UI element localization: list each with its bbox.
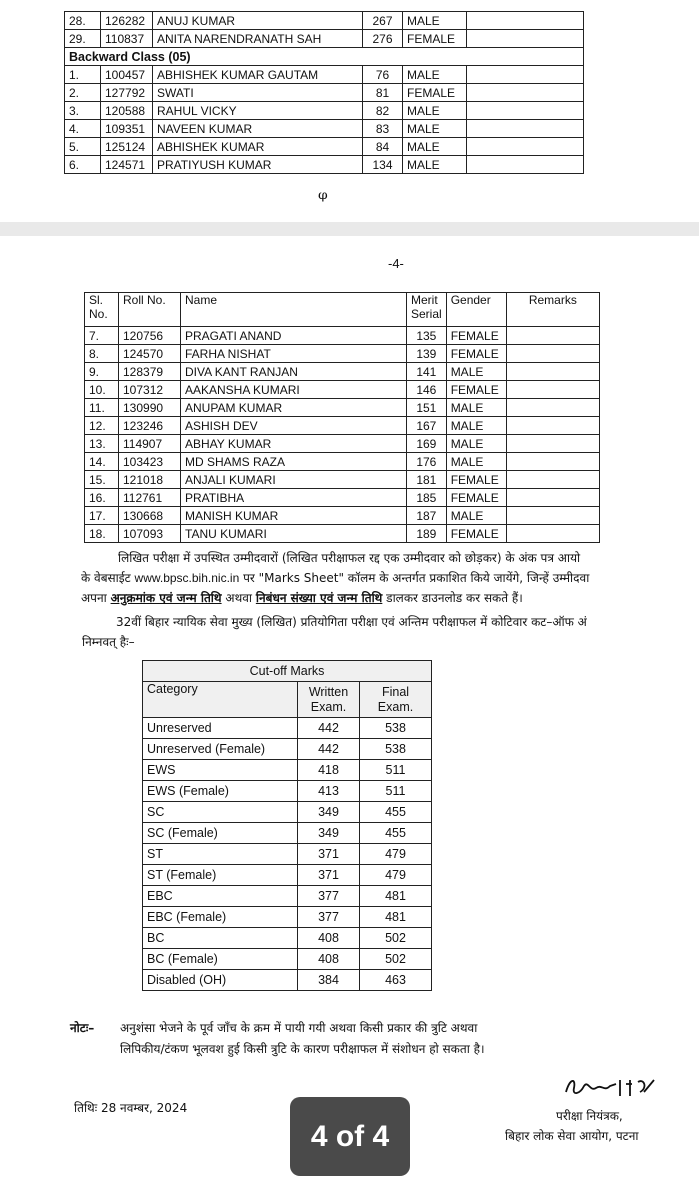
cell-merit: 181: [407, 471, 447, 489]
cell-merit: 267: [363, 12, 403, 30]
cell-name: SWATI: [153, 84, 363, 102]
cell-name: FARHA NISHAT: [181, 345, 407, 363]
cell-name: ANUPAM KUMAR: [181, 399, 407, 417]
cutoff-row: [143, 844, 432, 865]
cutoff-category: SC: [143, 802, 298, 823]
cell-remarks: [506, 471, 599, 489]
header-name: Name: [181, 293, 407, 327]
cutoff-written: 371: [298, 844, 360, 865]
cutoff-final: 502: [360, 928, 432, 949]
cutoff-col-category: Category: [143, 682, 298, 718]
table-row: [85, 345, 600, 363]
cell-roll: 114907: [119, 435, 181, 453]
website-link[interactable]: www.bpsc.bih.nic.in: [134, 571, 240, 585]
table-row: [65, 30, 584, 48]
cell-roll: 120588: [101, 102, 153, 120]
cell-name: AAKANSHA KUMARI: [181, 381, 407, 399]
cutoff-row: [143, 949, 432, 970]
section-title: Backward Class (05): [65, 48, 584, 66]
para1-line1: लिखित परीक्षा में उपस्थित उम्मीदवारों (लिखित परीक्षाफल रद्द एक उम्मीदवार को छोड़कर) के अंक पत्र आयो: [118, 551, 581, 565]
note-text-2: लिपिकीय/टंकण भूलवश हुई किसी त्रुटि के कारण परीक्षाफल में संशोधन हो सकता है।: [120, 1042, 485, 1056]
para1-line2-a: के वेबसाईट: [81, 571, 135, 585]
cell-name: PRATIBHA: [181, 489, 407, 507]
cutoff-written: 371: [298, 865, 360, 886]
para1-line3-a: अपना: [81, 591, 111, 605]
cell-remarks: [467, 138, 584, 156]
cutoff-final: 481: [360, 907, 432, 928]
table-row: [65, 120, 584, 138]
table-row: [85, 489, 600, 507]
cell-merit: 276: [363, 30, 403, 48]
table-row: [65, 102, 584, 120]
cell-remarks: [506, 399, 599, 417]
cutoff-paragraph: [82, 612, 699, 652]
cell-remarks: [467, 102, 584, 120]
cell-merit: 151: [407, 399, 447, 417]
cell-roll: 109351: [101, 120, 153, 138]
cutoff-row: [143, 781, 432, 802]
cell-merit: 169: [407, 435, 447, 453]
cutoff-table: [142, 660, 432, 991]
cell-gender: MALE: [403, 138, 467, 156]
cell-gender: FEMALE: [446, 381, 506, 399]
cell-sl: 10.: [85, 381, 119, 399]
cutoff-written: 377: [298, 907, 360, 928]
note-line1: [70, 1018, 699, 1039]
cell-name: RAHUL VICKY: [153, 102, 363, 120]
cell-gender: MALE: [446, 363, 506, 381]
cutoff-row: [143, 718, 432, 739]
note-label: नोटः–: [70, 1021, 95, 1035]
cell-merit: 139: [407, 345, 447, 363]
cell-name: TANU KUMARI: [181, 525, 407, 543]
table-row: [85, 327, 600, 345]
cutoff-written: 408: [298, 928, 360, 949]
cell-name: ANJALI KUMARI: [181, 471, 407, 489]
cell-merit: 185: [407, 489, 447, 507]
cell-roll: 124570: [119, 345, 181, 363]
cell-merit: 167: [407, 417, 447, 435]
cell-roll: 100457: [101, 66, 153, 84]
para1-line2-b: पर "Marks Sheet" कॉलम के अन्तर्गत प्रकाशित किये जायेंगे, जिन्हें उम्मीदवा: [239, 571, 590, 585]
cutoff-final: 502: [360, 949, 432, 970]
cutoff-category: EBC (Female): [143, 907, 298, 928]
cutoff-category: ST: [143, 844, 298, 865]
cutoff-final: 455: [360, 823, 432, 844]
cutoff-category: EWS (Female): [143, 781, 298, 802]
cutoff-written: 442: [298, 718, 360, 739]
cutoff-col-final: Final Exam.: [360, 682, 432, 718]
cell-sl: 28.: [65, 12, 101, 30]
cell-remarks: [506, 507, 599, 525]
cell-gender: MALE: [446, 435, 506, 453]
cell-roll: 107093: [119, 525, 181, 543]
cutoff-row: [143, 865, 432, 886]
cell-name: MANISH KUMAR: [181, 507, 407, 525]
cell-roll: 126282: [101, 12, 153, 30]
table-row: [65, 66, 584, 84]
cell-sl: 13.: [85, 435, 119, 453]
cell-name: ASHISH DEV: [181, 417, 407, 435]
cell-gender: FEMALE: [446, 327, 506, 345]
cutoff-final: 481: [360, 886, 432, 907]
signature-designation: परीक्षा नियंत्रक,: [556, 1109, 623, 1123]
table-row: [65, 84, 584, 102]
note-text-1: अनुशंसा भेजने के पूर्व जाँच के क्रम में पायी गयी अथवा किसी प्रकार की त्रुटि अथवा: [120, 1021, 478, 1035]
table-row: [85, 453, 600, 471]
cutoff-col-written: Written Exam.: [298, 682, 360, 718]
cell-name: PRATIYUSH KUMAR: [153, 156, 363, 174]
header-remarks: Remarks: [506, 293, 599, 327]
cutoff-written: 408: [298, 949, 360, 970]
cutoff-written: 413: [298, 781, 360, 802]
cutoff-written: 418: [298, 760, 360, 781]
cell-name: PRAGATI ANAND: [181, 327, 407, 345]
cell-gender: FEMALE: [446, 471, 506, 489]
cell-merit: 146: [407, 381, 447, 399]
table-row: [85, 399, 600, 417]
cell-gender: MALE: [446, 417, 506, 435]
page-indicator-badge: [290, 1097, 410, 1176]
cell-name: ABHAY KUMAR: [181, 435, 407, 453]
cell-merit: 76: [363, 66, 403, 84]
cell-remarks: [467, 12, 584, 30]
page-number: -4-: [388, 256, 404, 271]
cell-gender: MALE: [446, 453, 506, 471]
cutoff-final: 538: [360, 718, 432, 739]
page-indicator-text: 4 of 4: [310, 1119, 390, 1153]
cell-gender: MALE: [403, 102, 467, 120]
cutoff-row: [143, 739, 432, 760]
cutoff-row: [143, 823, 432, 844]
cell-sl: 14.: [85, 453, 119, 471]
header-merit: Merit Serial: [407, 293, 447, 327]
cutoff-row: [143, 886, 432, 907]
cell-name: ABHISHEK KUMAR: [153, 138, 363, 156]
cell-gender: MALE: [446, 507, 506, 525]
cell-name: ANITA NARENDRANATH SAH: [153, 30, 363, 48]
cell-remarks: [506, 345, 599, 363]
cell-sl: 9.: [85, 363, 119, 381]
cell-roll: 123246: [119, 417, 181, 435]
cutoff-final: 538: [360, 739, 432, 760]
cutoff-final: 479: [360, 865, 432, 886]
top-page: [0, 0, 699, 223]
cutoff-row: [143, 907, 432, 928]
cell-sl: 1.: [65, 66, 101, 84]
cutoff-written: 377: [298, 886, 360, 907]
table-row: [85, 363, 600, 381]
cell-roll: 112761: [119, 489, 181, 507]
cell-remarks: [467, 30, 584, 48]
cutoff-category: Disabled (OH): [143, 970, 298, 991]
cutoff-final: 463: [360, 970, 432, 991]
cell-merit: 135: [407, 327, 447, 345]
cell-roll: 130668: [119, 507, 181, 525]
cell-gender: FEMALE: [446, 345, 506, 363]
table-row: [65, 12, 584, 30]
cell-sl: 15.: [85, 471, 119, 489]
cutoff-written: 384: [298, 970, 360, 991]
para2-line1: 32वीं बिहार न्यायिक सेवा मुख्य (लिखित) प्रतियोगिता परीक्षा एवं अन्तिम परीक्षाफल में कोटिवार कट–ऑफ अं: [116, 615, 587, 629]
cutoff-row: [143, 802, 432, 823]
note-block: [70, 1018, 699, 1060]
cell-gender: MALE: [403, 156, 467, 174]
cell-roll: 124571: [101, 156, 153, 174]
para2-line2: निम्नवत् हैः–: [82, 635, 135, 649]
cell-roll: 110837: [101, 30, 153, 48]
cell-sl: 4.: [65, 120, 101, 138]
cell-remarks: [506, 525, 599, 543]
para1-line2: [81, 568, 699, 588]
cell-gender: MALE: [403, 66, 467, 84]
cell-roll: 125124: [101, 138, 153, 156]
cell-remarks: [467, 66, 584, 84]
cell-merit: 141: [407, 363, 447, 381]
cutoff-category: BC (Female): [143, 949, 298, 970]
cell-merit: 134: [363, 156, 403, 174]
para1-line3-b: अथवा: [221, 591, 256, 605]
cell-remarks: [506, 489, 599, 507]
cell-roll: 130990: [119, 399, 181, 417]
cutoff-written: 442: [298, 739, 360, 760]
cell-remarks: [467, 84, 584, 102]
signature-office: बिहार लोक सेवा आयोग, पटना: [505, 1129, 639, 1143]
table-row: [65, 156, 584, 174]
marks-sheet-paragraph: [81, 548, 699, 608]
cutoff-category: EWS: [143, 760, 298, 781]
cutoff-category: BC: [143, 928, 298, 949]
section-row: [65, 48, 584, 66]
cell-merit: 83: [363, 120, 403, 138]
cutoff-category: ST (Female): [143, 865, 298, 886]
cutoff-final: 455: [360, 802, 432, 823]
cutoff-written: 349: [298, 823, 360, 844]
cell-roll: 121018: [119, 471, 181, 489]
cell-sl: 12.: [85, 417, 119, 435]
table-row: [65, 138, 584, 156]
cell-name: ABHISHEK KUMAR GAUTAM: [153, 66, 363, 84]
cutoff-category: SC (Female): [143, 823, 298, 844]
cell-remarks: [506, 363, 599, 381]
cell-roll: 128379: [119, 363, 181, 381]
header-roll: Roll No.: [119, 293, 181, 327]
cell-gender: FEMALE: [403, 30, 467, 48]
cell-remarks: [467, 120, 584, 138]
cell-gender: MALE: [403, 120, 467, 138]
cell-merit: 187: [407, 507, 447, 525]
table-row: [85, 435, 600, 453]
table-row: [85, 381, 600, 399]
cell-name: NAVEEN KUMAR: [153, 120, 363, 138]
cell-remarks: [506, 417, 599, 435]
para1-line3: [81, 588, 699, 608]
signature-image: [560, 1074, 660, 1102]
para1-line3-c: डालकर डाउनलोड कर सकते हैं।: [382, 591, 523, 605]
cell-remarks: [506, 327, 599, 345]
cell-roll: 120756: [119, 327, 181, 345]
cutoff-category: Unreserved: [143, 718, 298, 739]
cell-sl: 8.: [85, 345, 119, 363]
cell-gender: MALE: [403, 12, 467, 30]
cell-remarks: [467, 156, 584, 174]
table-row: [85, 525, 600, 543]
cell-sl: 11.: [85, 399, 119, 417]
date: तिथिः 28 नवम्बर, 2024: [74, 1101, 188, 1115]
cell-remarks: [506, 435, 599, 453]
para1-underline-2: निबंधन संख्या एवं जन्म तिथि: [255, 591, 383, 605]
cell-sl: 2.: [65, 84, 101, 102]
cell-sl: 7.: [85, 327, 119, 345]
cutoff-written: 349: [298, 802, 360, 823]
cell-roll: 103423: [119, 453, 181, 471]
cell-sl: 6.: [65, 156, 101, 174]
cutoff-category: Unreserved (Female): [143, 739, 298, 760]
cell-gender: FEMALE: [403, 84, 467, 102]
cutoff-final: 479: [360, 844, 432, 865]
cell-merit: 189: [407, 525, 447, 543]
cell-sl: 18.: [85, 525, 119, 543]
cell-roll: 127792: [101, 84, 153, 102]
cell-sl: 29.: [65, 30, 101, 48]
cell-merit: 84: [363, 138, 403, 156]
cutoff-final: 511: [360, 781, 432, 802]
cell-sl: 5.: [65, 138, 101, 156]
cutoff-row: [143, 760, 432, 781]
cell-sl: 16.: [85, 489, 119, 507]
cell-merit: 176: [407, 453, 447, 471]
table-row: [85, 471, 600, 489]
cutoff-final: 511: [360, 760, 432, 781]
cell-roll: 107312: [119, 381, 181, 399]
cell-gender: MALE: [446, 399, 506, 417]
cell-sl: 17.: [85, 507, 119, 525]
cutoff-row: [143, 970, 432, 991]
header-sl: Sl. No.: [85, 293, 119, 327]
initials-mark: ᵩ: [318, 180, 328, 205]
para1-underline-1: अनुक्रमांक एवं जन्म तिथि: [110, 591, 222, 605]
cell-merit: 81: [363, 84, 403, 102]
cell-name: MD SHAMS RAZA: [181, 453, 407, 471]
cell-sl: 3.: [65, 102, 101, 120]
cell-name: ANUJ KUMAR: [153, 12, 363, 30]
cell-merit: 82: [363, 102, 403, 120]
top-table: [64, 11, 584, 174]
page-gap: [0, 222, 699, 236]
table-row: [85, 507, 600, 525]
cell-gender: FEMALE: [446, 525, 506, 543]
table-row: [85, 417, 600, 435]
cutoff-category: EBC: [143, 886, 298, 907]
header-gender: Gender: [446, 293, 506, 327]
cell-gender: FEMALE: [446, 489, 506, 507]
cutoff-row: [143, 928, 432, 949]
cell-remarks: [506, 381, 599, 399]
cell-remarks: [506, 453, 599, 471]
cutoff-title: Cut-off Marks: [143, 661, 432, 682]
cell-name: DIVA KANT RANJAN: [181, 363, 407, 381]
main-table: [84, 292, 600, 543]
